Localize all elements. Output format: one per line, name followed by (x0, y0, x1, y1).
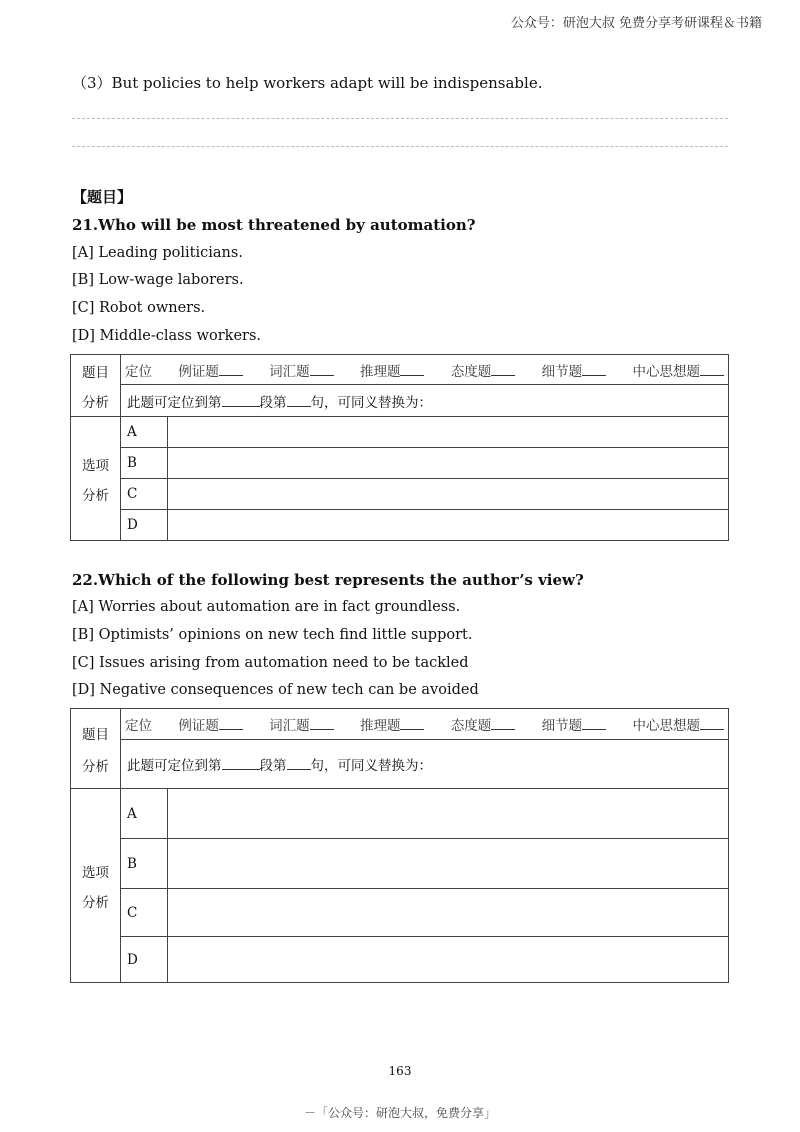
category-main-idea: 中心思想题 (632, 360, 724, 380)
question-21-option-a: [A] Leading politicians. (72, 245, 243, 261)
question-22-option-d: [D] Negative consequences of new tech can be avoided (72, 682, 479, 698)
question-22-option-c: [C] Issues arising from automation need to be tackled (72, 655, 469, 671)
option-a-analysis (168, 417, 729, 448)
sentence-3: （3）But policies to help workers adapt will be indispensable. (72, 74, 543, 92)
option-d-analysis (168, 937, 729, 983)
question-22-option-b: [B] Optimists’ opinions on new tech find little support. (72, 627, 473, 643)
option-letter-d: D (121, 937, 168, 983)
option-d-analysis (168, 510, 729, 541)
question-22-analysis-table (70, 708, 729, 983)
category-example: 例证题 (178, 360, 243, 380)
section-title: 【题目】 (72, 188, 133, 206)
footer-watermark: －「公众号：研泡大叔，免费分享」 (303, 1106, 496, 1120)
category-attitude: 态度题 (451, 360, 516, 380)
question-21-option-d: [D] Middle-class workers. (72, 328, 262, 344)
answer-line (72, 146, 728, 147)
question-type-label-1: 题目 (82, 364, 109, 381)
question-22-title: 22.Which of the following best represents the author’s view? (72, 571, 584, 589)
header-watermark: 公众号：研泡大叔 免费分享考研课程＆书籍 (510, 16, 762, 31)
question-22-option-a: [A] Worries about automation are in fact groundless. (72, 599, 461, 615)
option-analysis-header (71, 789, 121, 983)
category-example: 例证题 (178, 714, 243, 734)
question-type-label-1: 题目 (82, 726, 109, 743)
option-letter-c: C (121, 889, 168, 937)
option-letter-d: D (121, 510, 168, 541)
option-analysis-label-2: 分析 (82, 894, 109, 911)
question-type-categories (121, 709, 729, 740)
option-letter-c: C (121, 479, 168, 510)
category-detail: 细节题 (542, 714, 607, 734)
answer-line (72, 118, 728, 119)
category-inference: 推理题 (360, 714, 425, 734)
option-letter-b: B (121, 448, 168, 479)
option-a-analysis (168, 789, 729, 839)
option-c-analysis (168, 479, 729, 510)
locate-sentence-row: 此题可定位到第 段第 句，可同义替换为： (121, 740, 729, 789)
question-21-option-c: [C] Robot owners. (72, 300, 206, 316)
option-b-analysis (168, 448, 729, 479)
category-detail: 细节题 (542, 360, 607, 380)
option-analysis-label-1: 选项 (82, 457, 109, 474)
option-letter-a: A (121, 417, 168, 448)
category-vocabulary: 词汇题 (269, 714, 334, 734)
category-locate: 定位 (125, 363, 152, 380)
page-number: 163 (388, 1064, 412, 1078)
question-type-label-2: 分析 (82, 394, 109, 411)
question-type-header (71, 355, 121, 417)
category-main-idea: 中心思想题 (632, 714, 724, 734)
option-analysis-header (71, 417, 121, 541)
option-analysis-label-2: 分析 (82, 487, 109, 504)
question-21-title: 21.Who will be most threatened by automation? (72, 216, 476, 234)
category-attitude: 态度题 (451, 714, 516, 734)
category-vocabulary: 词汇题 (269, 360, 334, 380)
question-type-categories (121, 355, 729, 385)
option-analysis-label-1: 选项 (82, 864, 109, 881)
question-type-header (71, 709, 121, 789)
category-inference: 推理题 (360, 360, 425, 380)
question-type-label-2: 分析 (82, 758, 109, 775)
option-letter-b: B (121, 839, 168, 889)
category-locate: 定位 (125, 718, 152, 734)
option-b-analysis (168, 839, 729, 889)
option-c-analysis (168, 889, 729, 937)
locate-sentence-row: 此题可定位到第 段第 句，可同义替换为： (121, 385, 729, 417)
question-21-analysis-table (70, 354, 729, 541)
question-21-option-b: [B] Low-wage laborers. (72, 272, 244, 288)
option-letter-a: A (121, 789, 168, 839)
